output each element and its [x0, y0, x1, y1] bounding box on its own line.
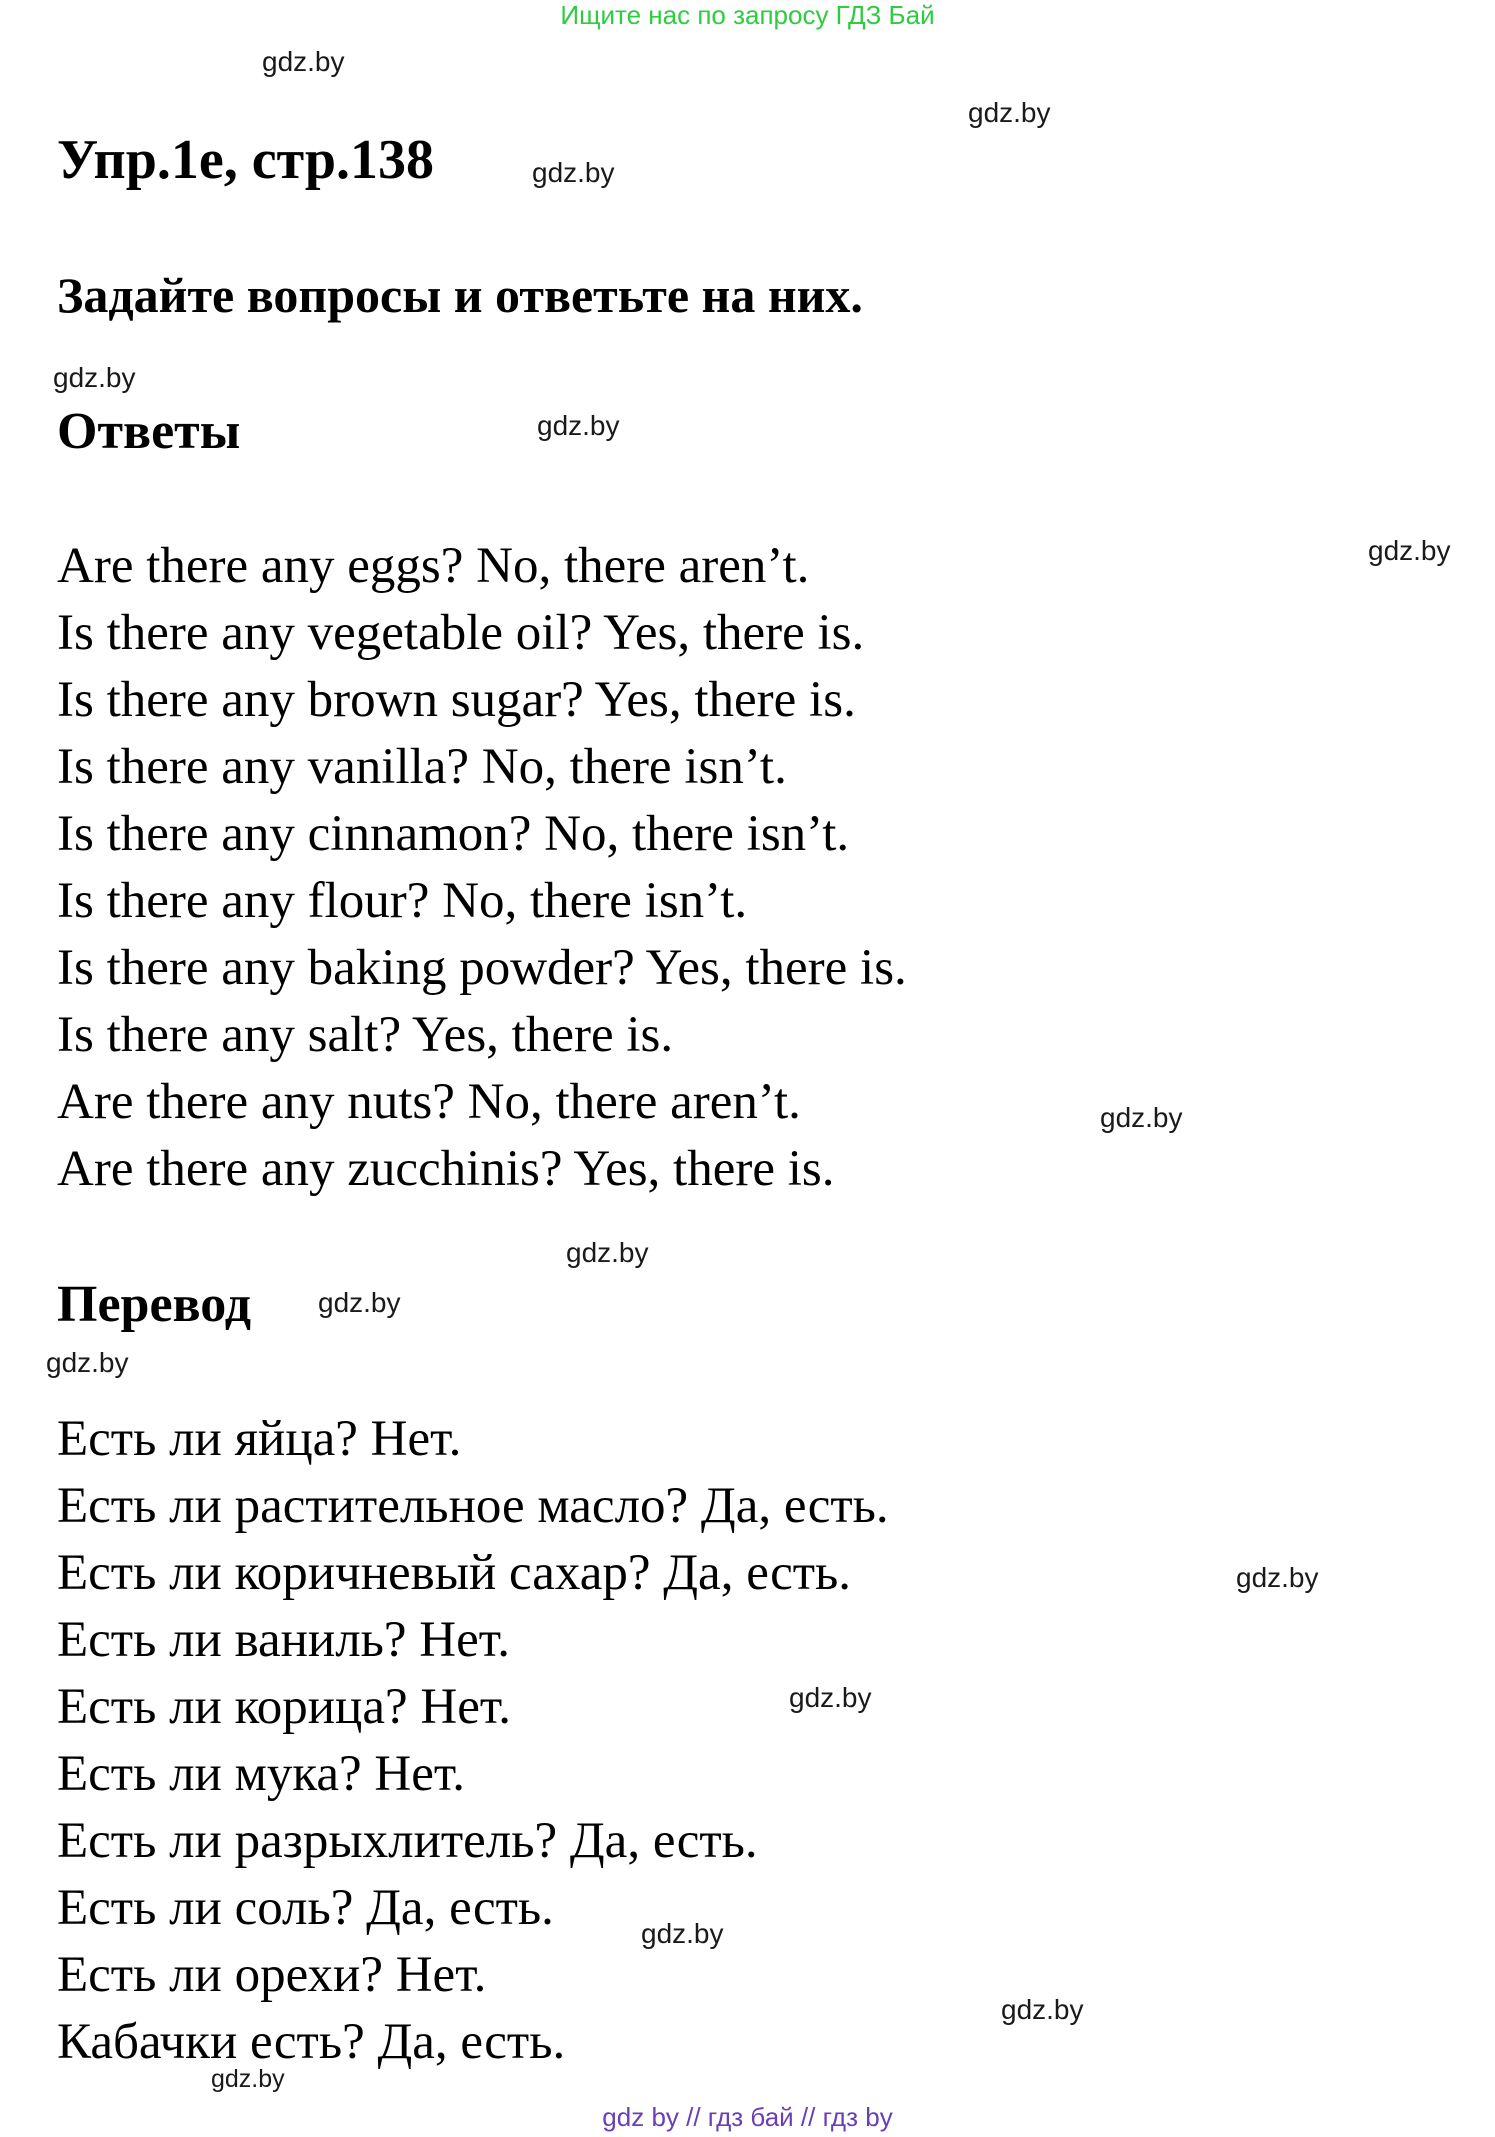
task-instruction: Задайте вопросы и ответьте на них.: [57, 267, 863, 323]
translation-heading: Перевод: [57, 1276, 252, 1333]
watermark: gdz.by: [1100, 1102, 1183, 1133]
translation-line: Есть ли соль? Да, есть.: [57, 1880, 554, 1936]
watermark: gdz.by: [262, 46, 345, 77]
answer-line: Is there any brown sugar? Yes, there is.: [57, 672, 856, 728]
translation-line: Кабачки есть? Да, есть.: [57, 2014, 566, 2070]
answer-line: Is there any salt? Yes, there is.: [57, 1007, 674, 1063]
translation-line: Есть ли разрыхлитель? Да, есть.: [57, 1813, 758, 1869]
answer-line: Are there any nuts? No, there aren’t.: [57, 1074, 801, 1130]
watermark: gdz.by: [1368, 535, 1451, 566]
watermark: gdz.by: [566, 1237, 649, 1268]
watermark: gdz.by: [968, 97, 1051, 128]
watermark: gdz.by: [532, 157, 615, 188]
watermark: gdz.by: [1001, 1994, 1084, 2025]
watermark: gdz.by: [641, 1918, 724, 1949]
watermark: gdz.by: [53, 362, 136, 393]
watermark: gdz.by: [537, 410, 620, 441]
promo-banner: Ищите нас по запросу ГДЗ Бай: [560, 0, 935, 30]
answer-line: Is there any baking powder? Yes, there is.: [57, 940, 907, 996]
translation-line: Есть ли ваниль? Нет.: [57, 1612, 510, 1668]
watermark: gdz.by: [46, 1347, 129, 1378]
translation-line: Есть ли корица? Нет.: [57, 1679, 512, 1735]
answers-list: [57, 533, 907, 1203]
answer-line: Are there any eggs? No, there aren’t.: [57, 538, 810, 594]
translation-line: Есть ли орехи? Нет.: [57, 1947, 487, 2003]
watermark: gdz.by: [1236, 1562, 1319, 1593]
watermark: gdz.by: [318, 1287, 401, 1318]
answer-line: Is there any cinnamon? No, there isn’t.: [57, 806, 850, 862]
translation-line: Есть ли растительное масло? Да, есть.: [57, 1478, 889, 1534]
answers-heading: Ответы: [57, 403, 241, 460]
footer-links: gdz by // гдз бай // гдз by: [602, 2102, 893, 2132]
watermark: gdz.by: [211, 2065, 285, 2093]
answer-line: Is there any flour? No, there isn’t.: [57, 873, 748, 929]
translation-line: Есть ли мука? Нет.: [57, 1746, 466, 1802]
translation-list: [57, 1406, 889, 2076]
answer-line: Is there any vegetable oil? Yes, there is.: [57, 605, 865, 661]
answer-line: Are there any zucchinis? Yes, there is.: [57, 1141, 835, 1197]
exercise-title: Упр.1е, стр.138: [57, 129, 434, 191]
translation-line: Есть ли яйца? Нет.: [57, 1411, 462, 1467]
watermark: gdz.by: [789, 1682, 872, 1713]
translation-line: Есть ли коричневый сахар? Да, есть.: [57, 1545, 852, 1601]
answer-line: Is there any vanilla? No, there isn’t.: [57, 739, 787, 795]
